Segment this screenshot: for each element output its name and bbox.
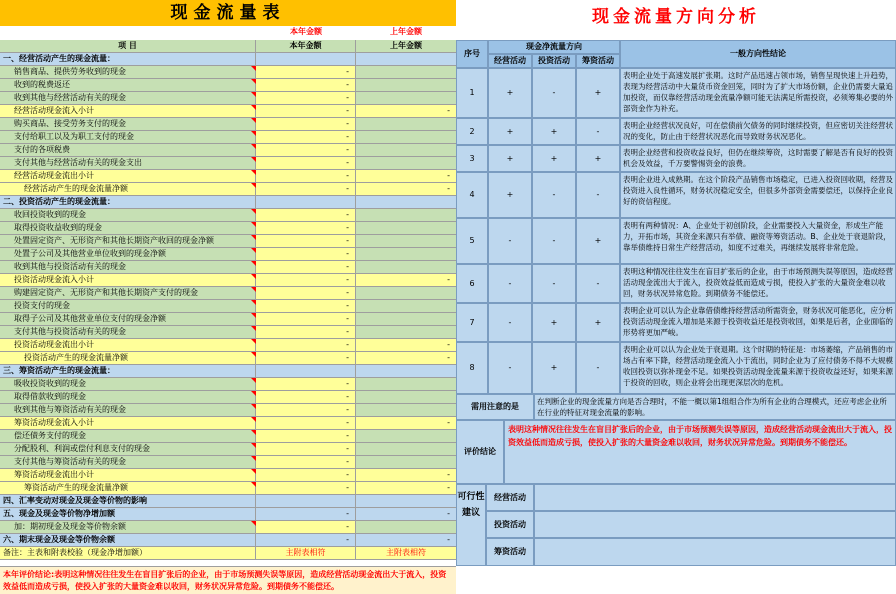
this-year-cell[interactable]: - (256, 417, 356, 429)
statement-row (0, 482, 456, 495)
statement-row (0, 469, 456, 482)
row-label: 三、筹资活动产生的现金流量： (0, 365, 256, 377)
statement-row (0, 183, 456, 196)
comment-marker-icon (251, 417, 256, 422)
last-year-cell[interactable] (356, 222, 456, 234)
case-financing-sign: - (576, 172, 620, 218)
this-year-cell[interactable]: - (256, 183, 356, 195)
last-year-cell[interactable]: - (356, 469, 456, 481)
header-investing: 投资活动 (532, 54, 576, 68)
last-year-cell[interactable]: - (356, 183, 456, 195)
case-financing-sign: - (576, 342, 620, 394)
advice-operating-text[interactable] (534, 484, 896, 511)
case-investing-sign: + (532, 145, 576, 172)
row-label: 取得借款收到的现金 (0, 391, 256, 403)
last-year-cell[interactable] (356, 456, 456, 468)
this-year-cell[interactable]: - (256, 352, 356, 364)
row-label: 分配股利、利润或偿付利息支付的现金 (0, 443, 256, 455)
statement-row (0, 118, 456, 131)
case-operating-sign: + (488, 118, 532, 145)
last-year-cell[interactable] (356, 261, 456, 273)
cash-flow-direction-analysis (456, 0, 896, 594)
statement-row (0, 92, 456, 105)
this-year-cell[interactable]: - (256, 209, 356, 221)
row-label: 投资活动现金流出小计 (0, 339, 256, 351)
case-number: 5 (456, 218, 488, 264)
statement-row (0, 547, 456, 560)
row-label: 支付其他与投资活动有关的现金 (0, 326, 256, 338)
comment-marker-icon (251, 300, 256, 305)
case-number: 3 (456, 145, 488, 172)
this-year-cell[interactable]: - (256, 248, 356, 260)
this-year-cell[interactable]: - (256, 131, 356, 143)
last-year-cell[interactable] (356, 365, 456, 377)
case-operating-sign: + (488, 172, 532, 218)
row-label: 支付其他与筹资活动有关的现金 (0, 456, 256, 468)
statement-row (0, 300, 456, 313)
this-year-cell[interactable]: - (256, 482, 356, 494)
statement-row (0, 456, 456, 469)
row-label: 筹资活动现金流入小计 (0, 417, 256, 429)
last-year-cell[interactable] (356, 300, 456, 312)
case-financing-sign: - (576, 118, 620, 145)
case-operating-sign: + (488, 68, 532, 118)
case-operating-sign: - (488, 342, 532, 394)
row-label: 收到其他与经营活动有关的现金 (0, 92, 256, 104)
case-investing-sign: + (532, 342, 576, 394)
last-year-cell[interactable] (356, 118, 456, 130)
last-year-cell[interactable] (356, 196, 456, 208)
this-year-cell[interactable]: - (256, 521, 356, 533)
comment-marker-icon (251, 469, 256, 474)
header-direction-group: 现金净流量方向 (488, 40, 620, 54)
comment-marker-icon (251, 378, 256, 383)
advice-investing-text[interactable] (534, 511, 896, 538)
statement-row (0, 534, 456, 547)
row-label: 经营活动现金流入小计 (0, 105, 256, 117)
row-label: 筹资活动现金流出小计 (0, 469, 256, 481)
comment-marker-icon (251, 339, 256, 344)
last-year-cell[interactable]: - (356, 339, 456, 351)
row-label: 购买商品、接受劳务支付的现金 (0, 118, 256, 130)
comment-marker-icon (251, 274, 256, 279)
row-label: 四、汇率变动对现金及现金等价物的影响 (0, 495, 256, 507)
row-label: 支付其他与经营活动有关的现金支出 (0, 157, 256, 169)
eval-label: 评价结论 (456, 420, 504, 484)
last-year-cell[interactable]: - (356, 170, 456, 182)
last-year-cell[interactable] (356, 521, 456, 533)
case-financing-sign: + (576, 68, 620, 118)
header-no: 序号 (456, 40, 488, 68)
case-number: 1 (456, 68, 488, 118)
last-year-cell[interactable] (356, 157, 456, 169)
case-number: 7 (456, 303, 488, 342)
this-year-cell[interactable] (256, 495, 356, 507)
statement-row (0, 274, 456, 287)
row-label: 投资活动现金流入小计 (0, 274, 256, 286)
comment-marker-icon (251, 222, 256, 227)
statement-row (0, 417, 456, 430)
last-year-cell[interactable] (356, 404, 456, 416)
row-label: 处置子公司及其他营业单位收到的现金净额 (0, 248, 256, 260)
note-label: 需用注意的是 (456, 394, 534, 420)
row-label: 收回投资收到的现金 (0, 209, 256, 221)
last-year-cell[interactable] (356, 495, 456, 507)
statement-row (0, 352, 456, 365)
case-conclusion-text: 表明企业经营和投资收益良好，但仍在继续筹资，这时需要了解是否有良好的投资机会及效益，千万要警惕资金的浪费。 (620, 145, 896, 172)
advice-financing-text[interactable] (534, 538, 896, 566)
comment-marker-icon (251, 430, 256, 435)
this-year-cell[interactable]: - (256, 443, 356, 455)
comment-marker-icon (251, 443, 256, 448)
advice-financing: 筹资活动 (486, 538, 534, 566)
this-year-cell[interactable]: - (256, 79, 356, 91)
comment-marker-icon (251, 235, 256, 240)
row-label: 经营活动现金流出小计 (0, 170, 256, 182)
last-year-cell[interactable]: - (356, 482, 456, 494)
last-year-cell[interactable] (356, 378, 456, 390)
comment-marker-icon (251, 456, 256, 461)
header-financing: 筹资活动 (576, 54, 620, 68)
case-financing-sign: + (576, 218, 620, 264)
this-year-cell[interactable]: - (256, 326, 356, 338)
header-this-year: 本年金额 (256, 40, 356, 52)
row-label: 处置固定资产、无形资产和其他长期资产收回的现金净额 (0, 235, 256, 247)
last-year-cell[interactable] (356, 430, 456, 442)
this-year-cell[interactable]: - (256, 274, 356, 286)
case-operating-sign: + (488, 145, 532, 172)
case-conclusion-text: 表明企业处于高速发展扩张期。这时产品迅速占领市场，销售呈现快速上升趋势，表现为经营活动中大量货币资金回笼，同时为了扩大市场份额，企业仍需要大量追加投资，而仅靠经营活动现金流量净额可能无法满足所需投资，必须筹集必要的外部资金作为补充。 (620, 68, 896, 118)
case-operating-sign: - (488, 303, 532, 342)
statement-row (0, 404, 456, 417)
this-year-cell[interactable] (256, 365, 356, 377)
statement-grid (0, 40, 456, 560)
case-number: 4 (456, 172, 488, 218)
case-operating-sign: - (488, 218, 532, 264)
statement-row (0, 365, 456, 378)
row-label: 筹资活动产生的现金流量净额 (0, 482, 256, 494)
this-year-cell[interactable]: - (256, 300, 356, 312)
last-year-cell[interactable]: - (356, 534, 456, 546)
row-label: 收到的税费返还 (0, 79, 256, 91)
last-year-cell[interactable] (356, 391, 456, 403)
this-year-cell[interactable]: - (256, 378, 356, 390)
statement-row (0, 79, 456, 92)
statement-row (0, 508, 456, 521)
row-label: 偿还债务支付的现金 (0, 430, 256, 442)
this-year-cell[interactable] (256, 196, 356, 208)
comment-marker-icon (251, 248, 256, 253)
row-label: 二、投资活动产生的现金流量： (0, 196, 256, 208)
row-label: 经营活动产生的现金流量净额 (0, 183, 256, 195)
last-year-cell[interactable] (356, 443, 456, 455)
this-year-cell[interactable]: 主附表相符 (256, 547, 356, 559)
header-operating: 经营活动 (488, 54, 532, 68)
last-year-cell[interactable]: - (356, 274, 456, 286)
comment-marker-icon (251, 352, 256, 357)
last-year-cell[interactable] (356, 235, 456, 247)
case-conclusion-text: 表明企业可以认为企业靠借债维持经营活动所需资金，财务状况可能恶化，应分析投资活动现金流入增加是来源于投资收益还是投资收回，如果是后者，企业面临的形势将更加严峻。 (620, 303, 896, 342)
case-number: 8 (456, 342, 488, 394)
statement-row (0, 443, 456, 456)
case-conclusion-text: 表明企业进入成熟期。在这个阶段产品销售市场稳定，已进入投资回收期，经营及投资进入良性循环，财务状况稳定安全，但很多外部资金需要偿还，以保持企业良好的资信程度。 (620, 172, 896, 218)
last-year-cell[interactable]: - (356, 417, 456, 429)
case-financing-sign: + (576, 303, 620, 342)
statement-row (0, 391, 456, 404)
comment-marker-icon (251, 183, 256, 188)
statement-row (0, 313, 456, 326)
comment-marker-icon (251, 92, 256, 97)
advice-label: 可行性建议 (456, 484, 486, 566)
case-investing-sign: - (532, 218, 576, 264)
statement-row (0, 196, 456, 209)
case-investing-sign: - (532, 68, 576, 118)
note-text: 在判断企业的现金流量方向是否合理时，不能一概以第1组组合作为所有企业的合理模式，还应考虑企业所在行业的特征对现金流量的影响。 (534, 394, 896, 420)
last-year-cell[interactable] (356, 53, 456, 65)
comment-marker-icon (251, 391, 256, 396)
case-number: 6 (456, 264, 488, 303)
statement-row (0, 235, 456, 248)
last-year-cell[interactable] (356, 131, 456, 143)
statement-row (0, 144, 456, 157)
statement-row (0, 209, 456, 222)
header-conclusion: 一般方向性结论 (620, 40, 896, 68)
case-investing-sign: - (532, 172, 576, 218)
case-conclusion-text: 表明企业经营状况良好，可在偿债前欠债务的同时继续投资，但应密切关注经营状况的变化，防止由于经营状况恶化而导致财务状况恶化。 (620, 118, 896, 145)
last-year-cell[interactable] (356, 92, 456, 104)
statement-row (0, 53, 456, 66)
case-investing-sign: + (532, 303, 576, 342)
row-label: 支付给职工以及为职工支付的现金 (0, 131, 256, 143)
amount-header-red (0, 26, 456, 38)
last-year-cell[interactable] (356, 79, 456, 91)
statement-row (0, 222, 456, 235)
comment-marker-icon (251, 131, 256, 136)
analysis-title: 现金流量方向分析 (456, 0, 896, 38)
advice-operating: 经营活动 (486, 484, 534, 511)
statement-row (0, 378, 456, 391)
this-year-cell[interactable]: - (256, 92, 356, 104)
row-label: 投资活动产生的现金流量净额 (0, 352, 256, 364)
comment-marker-icon (251, 313, 256, 318)
header-last-year: 上年金额 (356, 40, 456, 52)
row-label: 收到其他与筹资活动有关的现金 (0, 404, 256, 416)
last-year-cell[interactable] (356, 209, 456, 221)
row-label: 备注：主表和附表校验（现金净增加额） (0, 547, 256, 559)
last-year-cell[interactable] (356, 66, 456, 78)
last-year-red-label: 上年金额 (390, 27, 422, 36)
statement-header-row (0, 40, 456, 53)
case-conclusion-text: 表明这种情况往往发生在盲目扩张后的企业，由于市场预测失误等原因，造成经营活动现金流出大于流入，投资效益低而造成亏损，使投入扩张的大量资金难以收回，财务状况异常危险。到期债务不能偿还。 (620, 264, 896, 303)
this-year-cell[interactable]: - (256, 534, 356, 546)
last-year-cell[interactable] (356, 326, 456, 338)
comment-marker-icon (251, 404, 256, 409)
case-investing-sign: + (532, 118, 576, 145)
this-year-cell[interactable]: - (256, 66, 356, 78)
comment-marker-icon (251, 79, 256, 84)
this-year-cell[interactable]: - (256, 144, 356, 156)
comment-marker-icon (251, 105, 256, 110)
eval-text: 表明这种情况往往发生在盲目扩张后的企业，由于市场预测失误等原因，造成经营活动现金流出大于流入，投资效益低而造成亏损，使投入扩张的大量资金难以收回，财务状况异常危险。到期债务不能偿还。 (504, 420, 896, 484)
row-label: 加：期初现金及现金等价物余额 (0, 521, 256, 533)
this-year-cell[interactable]: - (256, 222, 356, 234)
comment-marker-icon (251, 66, 256, 71)
row-label: 购建固定资产、无形资产和其他长期资产支付的现金 (0, 287, 256, 299)
statement-title: 现金流量表 (0, 0, 456, 26)
last-year-cell[interactable] (356, 313, 456, 325)
row-label: 一、经营活动产生的现金流量： (0, 53, 256, 65)
statement-row (0, 131, 456, 144)
comment-marker-icon (251, 261, 256, 266)
row-label: 销售商品、提供劳务收到的现金 (0, 66, 256, 78)
row-label: 六、期末现金及现金等价物余额 (0, 534, 256, 546)
statement-row (0, 495, 456, 508)
comment-marker-icon (251, 118, 256, 123)
case-financing-sign: + (576, 145, 620, 172)
last-year-cell[interactable]: - (356, 105, 456, 117)
this-year-cell[interactable]: - (256, 170, 356, 182)
comment-marker-icon (251, 170, 256, 175)
statement-row (0, 339, 456, 352)
this-year-cell[interactable]: - (256, 261, 356, 273)
comment-marker-icon (251, 326, 256, 331)
row-label: 取得投资收益收到的现金 (0, 222, 256, 234)
row-label: 支付的各项税费 (0, 144, 256, 156)
this-year-cell[interactable]: - (256, 456, 356, 468)
header-item: 项 目 (0, 40, 256, 52)
statement-row (0, 326, 456, 339)
statement-row (0, 66, 456, 79)
case-number: 2 (456, 118, 488, 145)
case-investing-sign: - (532, 264, 576, 303)
this-year-cell[interactable]: - (256, 287, 356, 299)
comment-marker-icon (251, 482, 256, 487)
case-conclusion-text: 表明企业可以认为企业处于衰退期。这个时期的特征是：市场萎缩，产品销售的市场占有率下降，经营活动现金流入小于流出，同时企业为了应付债务不得不大规模收回投资以弥补现金不足。如果投资活动现金流量来源于投资收益还好，如果来源于投资的回收，则企业将会出现更深层次的危机。 (620, 342, 896, 394)
this-year-cell[interactable]: - (256, 313, 356, 325)
statement-row (0, 157, 456, 170)
comment-marker-icon (251, 157, 256, 162)
statement-row (0, 261, 456, 274)
this-year-evaluation: 本年评价结论:表明这种情况往往发生在盲目扩张后的企业，由于市场预测失误等原因，造成经营活动现金流出大于流入，投资效益低而造成亏损，使投入扩张的大量资金难以收回，财务状况异常危险。到期债务不能偿还。 (0, 566, 456, 594)
row-label: 取得子公司及其他营业单位支付的现金净额 (0, 313, 256, 325)
row-label: 收到其他与投资活动有关的现金 (0, 261, 256, 273)
last-year-cell[interactable] (356, 144, 456, 156)
statement-row (0, 521, 456, 534)
this-year-cell[interactable]: - (256, 469, 356, 481)
last-year-cell[interactable]: - (356, 508, 456, 520)
last-year-cell[interactable] (356, 287, 456, 299)
statement-row (0, 430, 456, 443)
row-label: 五、现金及现金等价物净增加额 (0, 508, 256, 520)
last-year-cell[interactable]: 主附表相符 (356, 547, 456, 559)
this-year-cell[interactable]: - (256, 391, 356, 403)
row-label: 吸收投资收到的现金 (0, 378, 256, 390)
this-year-cell[interactable]: - (256, 404, 356, 416)
this-year-cell[interactable]: - (256, 157, 356, 169)
statement-row (0, 248, 456, 261)
this-year-cell[interactable]: - (256, 105, 356, 117)
comment-marker-icon (251, 144, 256, 149)
comment-marker-icon (251, 287, 256, 292)
statement-row (0, 170, 456, 183)
this-year-cell[interactable]: - (256, 235, 356, 247)
statement-row (0, 287, 456, 300)
case-conclusion-text: 表明有两种情况：A、企业处于初创阶段，企业需要投入大量资金，形成生产能力，开拓市场，其资金来源只有举债、融资等筹资活动。B、企业处于衰退阶段，靠举债维持日常生产经营活动，如度不过难关，再继续发展将非常危险。 (620, 218, 896, 264)
advice-investing: 投资活动 (486, 511, 534, 538)
comment-marker-icon (251, 209, 256, 214)
row-label: 投资支付的现金 (0, 300, 256, 312)
last-year-cell[interactable] (356, 248, 456, 260)
this-year-cell[interactable]: - (256, 118, 356, 130)
case-financing-sign: - (576, 264, 620, 303)
comment-marker-icon (251, 521, 256, 526)
this-year-cell[interactable]: - (256, 339, 356, 351)
this-year-cell[interactable]: - (256, 508, 356, 520)
last-year-cell[interactable]: - (356, 352, 456, 364)
case-operating-sign: - (488, 264, 532, 303)
this-year-cell[interactable] (256, 53, 356, 65)
this-year-red-label: 本年金额 (290, 27, 322, 36)
this-year-cell[interactable]: - (256, 430, 356, 442)
statement-row (0, 105, 456, 118)
